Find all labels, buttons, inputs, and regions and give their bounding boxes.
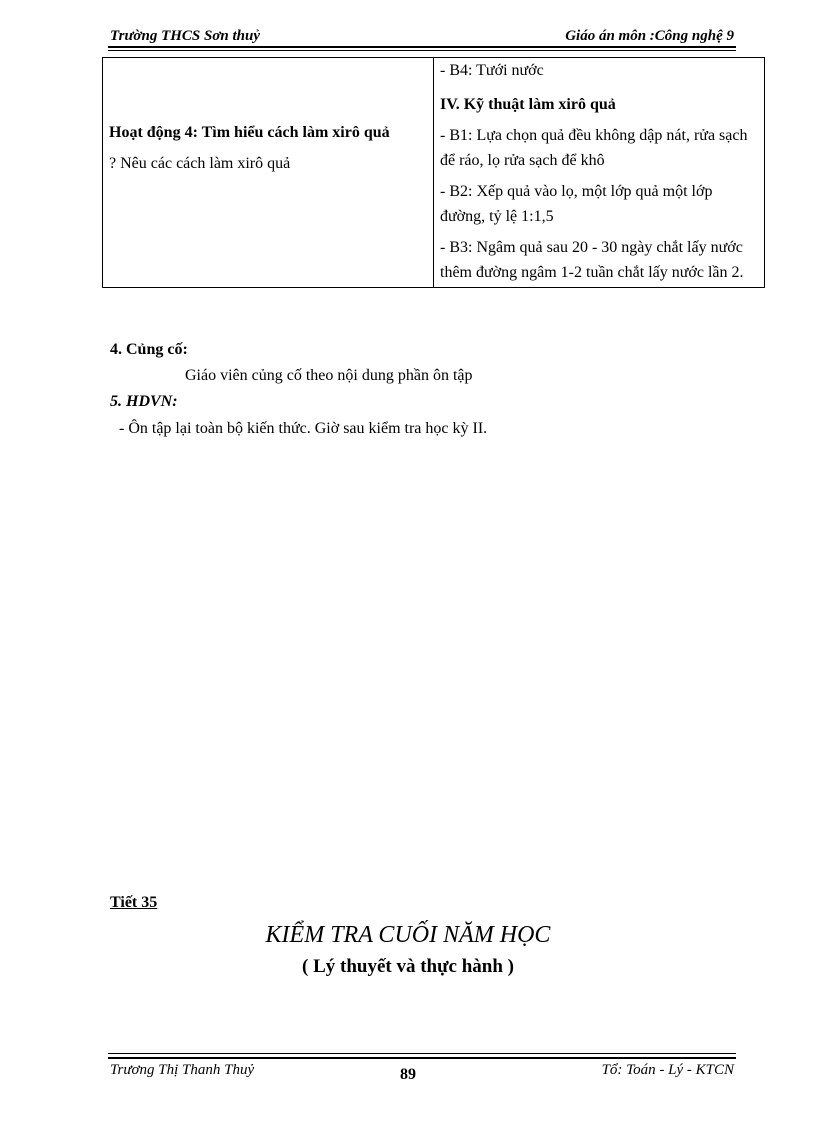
footer-department: Tổ: Toán - Lý - KTCN [601,1062,734,1078]
page-footer [110,1062,734,1084]
header-subject: Giáo án môn :Công nghệ 9 [565,28,734,44]
footer-rule [108,1057,736,1059]
exam-title: KIỂM TRA CUỐI NĂM HỌC [265,922,551,948]
activity-title: Hoạt động 4: Tìm hiểu cách làm xirô quả [109,124,390,141]
footer-rule-thin [108,1053,736,1054]
step-b4: - B4: Tưới nước [440,62,544,79]
header-rule [108,46,736,48]
homework-heading: 5. HDVN: [110,393,178,410]
activity-question: ? Nêu các cách làm xirô quả [109,155,291,172]
content-column [434,58,765,288]
exam-subtitle: ( Lý thuyết và thực hành ) [302,956,514,977]
page-number: 89 [400,1066,416,1083]
consolidation-heading: 4. Củng cố: [110,341,188,358]
footer-teacher: Trương Thị Thanh Thuỷ [110,1062,255,1078]
section-title: IV. Kỹ thuật làm xirô quả [440,96,616,113]
homework-text: - Ôn tập lại toàn bộ kiến thức. Giờ sau kiểm tra học kỳ II. [119,420,488,437]
page-header [110,28,734,46]
step-b1: - B1: Lựa chọn quả đều không dập nát, rửa sạch để ráo, lọ rửa sạch để khô [440,127,748,169]
consolidation-text: Giáo viên củng cố theo nội dung phần ôn tập [185,367,473,384]
lesson-table [102,57,765,288]
teacher-student-column [103,58,434,288]
header-rule-thin [108,50,736,51]
lesson-number: Tiết 35 [110,894,158,911]
step-b3: - B3: Ngâm quả sau 20 - 30 ngày chắt lấy nước thêm đường ngâm 1-2 tuần chắt lấy nước lần 2. [440,239,744,281]
header-school: Trường THCS Sơn thuỷ [110,28,260,44]
step-b2: - B2: Xếp quả vào lọ, một lớp quả một lớp đường, tỷ lệ 1:1,5 [440,183,713,225]
